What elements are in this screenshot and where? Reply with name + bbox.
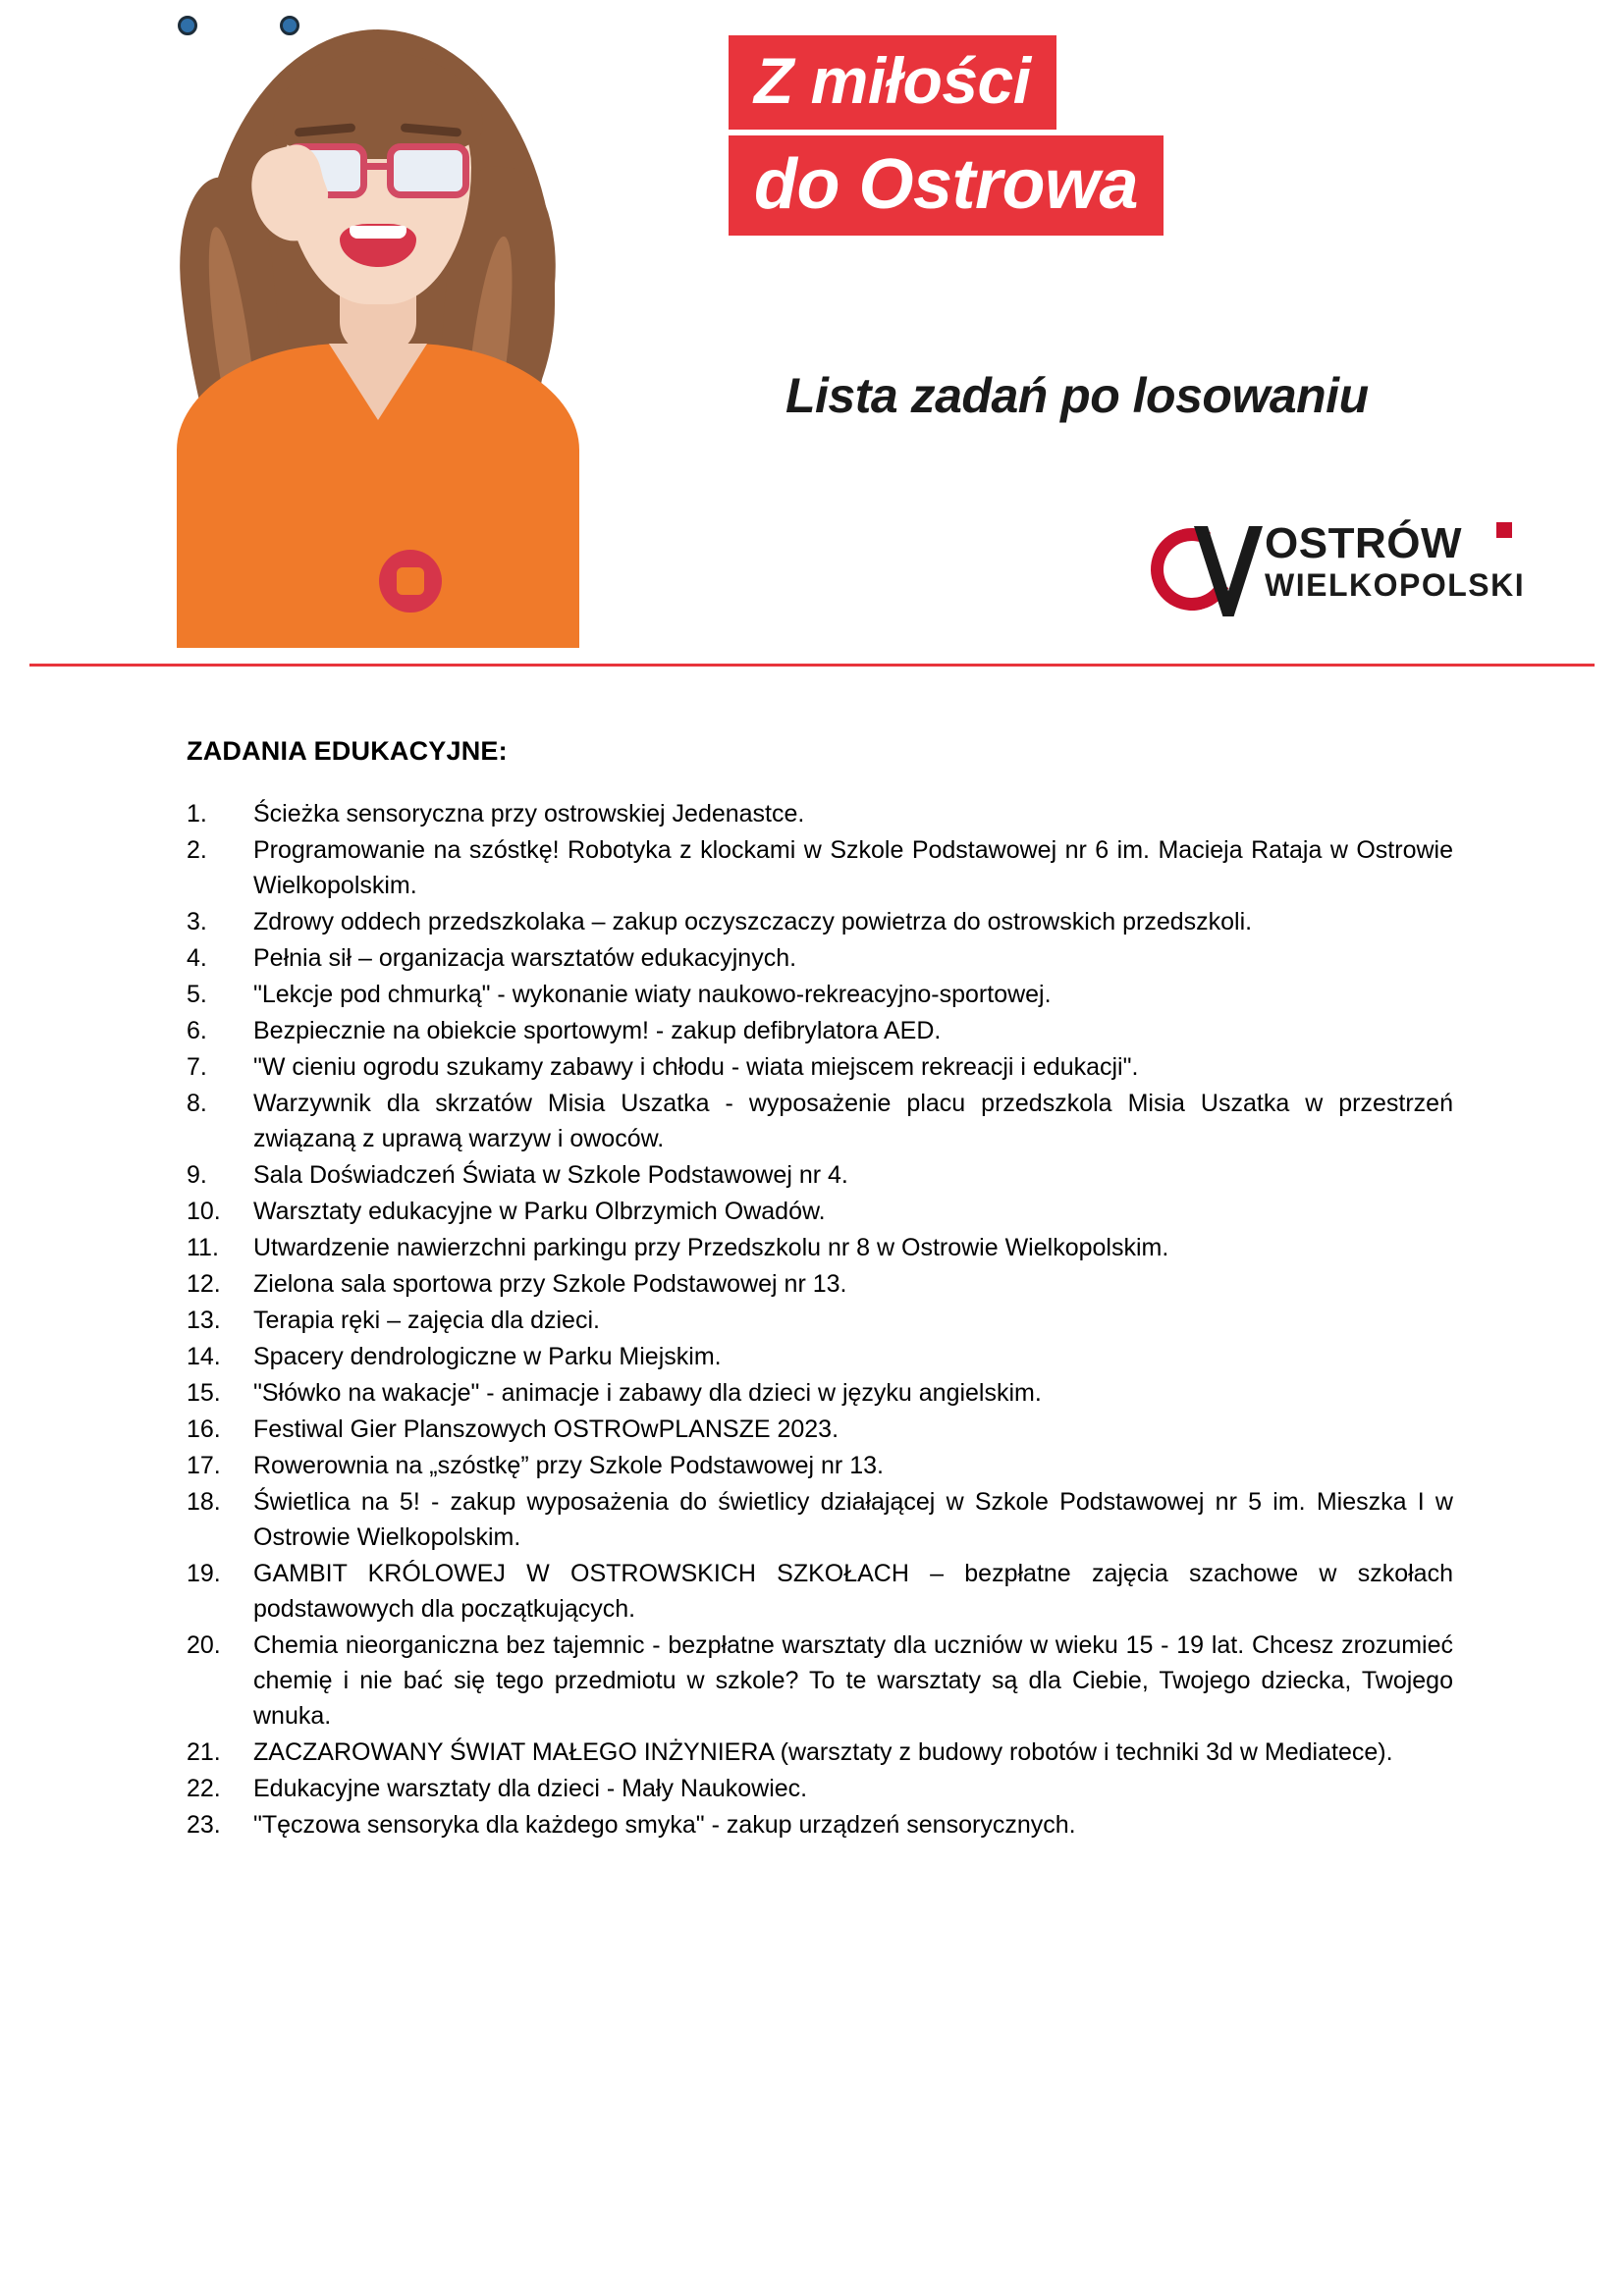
list-item [187,1375,1453,1411]
glasses-lens-right [387,143,469,198]
header-divider [29,664,1595,667]
list-item-number: 11. [187,1234,219,1261]
list-item-text: Programowanie na szóstkę! Robotyka z klockami w Szkole Podstawowej nr 6 im. Macieja Rataja w Ostrowie Wielkopolskim. [253,836,1453,899]
list-item-text: GAMBIT KRÓLOWEJ W OSTROWSKICH SZKOŁACH – bezpłatne zajęcia szachowe w szkołach podstawowych dla początkujących. [253,1560,1453,1623]
list-item-number: 22. [187,1775,221,1802]
list-item-number: 1. [187,800,207,828]
list-item-text: Chemia nieorganiczna bez tajemnic - bezpłatne warsztaty dla uczniów w wieku 15 - 19 lat. Chcesz zrozumieć chemię i nie bać się tego przedmiotu w szkole? To te warsztaty są dla Ciebie, Twojego dziecka, Twojego wnuka. [253,1631,1453,1730]
list-item [187,940,1453,976]
list-item [187,1194,1453,1229]
list-item [187,1086,1453,1156]
list-item-number: 13. [187,1307,221,1334]
list-item [187,1735,1453,1770]
banner-title-line-2: do Ostrowa [729,135,1164,236]
list-item [187,1230,1453,1265]
list-item [187,1049,1453,1085]
list-item-text: Festiwal Gier Planszowych OSTROwPLANSZE 2023. [253,1415,839,1443]
eye-right [280,16,299,35]
list-item [187,1628,1453,1734]
document-body [187,736,1453,1843]
list-item-text: Sala Doświadczeń Świata w Szkole Podstawowej nr 4. [253,1161,848,1189]
list-item-number: 17. [187,1452,221,1479]
list-item-text: Spacery dendrologiczne w Parku Miejskim. [253,1343,722,1370]
list-item [187,1771,1453,1806]
task-list [187,796,1453,1842]
woman-with-glasses-illustration [147,0,609,658]
list-item-number: 9. [187,1161,207,1189]
list-item-number: 2. [187,836,207,864]
list-item-number: 10. [187,1198,221,1225]
list-item-text: Zdrowy oddech przedszkolaka – zakup oczyszczaczy powietrza do ostrowskich przedszkoli. [253,908,1253,935]
list-item [187,1157,1453,1193]
banner-subtitle: Lista zadań po losowaniu [785,368,1369,423]
logo-dot-icon [1496,522,1512,538]
list-item-text: Bezpiecznie na obiekcie sportowym! - zakup defibrylatora AED. [253,1017,942,1044]
list-item [187,1556,1453,1627]
list-item-number: 14. [187,1343,221,1370]
list-item [187,977,1453,1012]
list-item-number: 18. [187,1488,221,1516]
document-header [0,0,1624,677]
list-item [187,1484,1453,1555]
list-item [187,1013,1453,1048]
list-item-text: Warzywnik dla skrzatów Misia Uszatka - wyposażenie placu przedszkola Misia Uszatka w przestrzeń związaną z uprawą warzyw i owoców. [253,1090,1453,1152]
list-item-text: "Tęczowa sensoryka dla każdego smyka" - zakup urządzeń sensorycznych. [253,1811,1076,1839]
list-item-text: Zielona sala sportowa przy Szkole Podstawowej nr 13. [253,1270,847,1298]
list-item [187,904,1453,939]
list-item-text: Edukacyjne warsztaty dla dzieci - Mały Naukowiec. [253,1775,808,1802]
list-item-number: 5. [187,981,207,1008]
list-item-text: "Lekcje pod chmurką" - wykonanie wiaty naukowo-rekreacyjno-sportowej. [253,981,1052,1008]
list-item-number: 23. [187,1811,221,1839]
list-item-number: 16. [187,1415,221,1443]
list-item [187,796,1453,831]
ostrow-wielkopolski-logo [1151,518,1526,626]
glasses-bridge [367,163,389,170]
list-item-number: 4. [187,944,207,972]
list-item-text: Pełnia sił – organizacja warsztatów edukacyjnych. [253,944,797,972]
logo-mark-icon [1151,522,1271,616]
shirt-puzzle-logo-icon [379,550,442,613]
list-item-text: ZACZAROWANY ŚWIAT MAŁEGO INŻYNIERA (warsztaty z budowy robotów i techniki 3d w Mediatece). [253,1738,1393,1766]
list-item-text: Warsztaty edukacyjne w Parku Olbrzymich Owadów. [253,1198,826,1225]
banner-title-line-1: Z miłości [729,35,1056,130]
list-item-number: 3. [187,908,207,935]
list-item-number: 6. [187,1017,207,1044]
list-item-text: "Słówko na wakacje" - animacje i zabawy dla dzieci w języku angielskim. [253,1379,1042,1407]
list-item-number: 15. [187,1379,221,1407]
list-item-text: Utwardzenie nawierzchni parkingu przy Przedszkolu nr 8 w Ostrowie Wielkopolskim. [253,1234,1169,1261]
list-item-text: "W cieniu ogrodu szukamy zabawy i chłodu - wiata miejscem rekreacji i edukacji". [253,1053,1139,1081]
list-item-text: Świetlica na 5! - zakup wyposażenia do świetlicy działającej w Szkole Podstawowej nr 5 im. Mieszka I w Ostrowie Wielkopolskim. [253,1488,1453,1551]
list-item-number: 21. [187,1738,221,1766]
list-item-number: 12. [187,1270,221,1298]
list-item-number: 8. [187,1090,207,1117]
list-item [187,1412,1453,1447]
logo-city-name: OSTRÓW [1265,519,1462,567]
list-item [187,1266,1453,1302]
list-item [187,1448,1453,1483]
eye-left [178,16,197,35]
banner-title [729,35,1504,236]
list-item-text: Terapia ręki – zajęcia dla dzieci. [253,1307,600,1334]
list-item [187,1303,1453,1338]
list-item [187,1339,1453,1374]
list-item-text: Ścieżka sensoryczna przy ostrowskiej Jedenastce. [253,800,805,828]
list-item [187,1807,1453,1842]
list-item [187,832,1453,903]
list-item-number: 7. [187,1053,207,1081]
list-item-text: Rowerownia na „szóstkę” przy Szkole Podstawowej nr 13. [253,1452,884,1479]
list-item-number: 20. [187,1631,221,1659]
list-item-number: 19. [187,1560,221,1587]
teeth-shape [350,226,406,239]
section-title: ZADANIA EDUKACYJNE: [187,736,508,766]
logo-region-name: WIELKOPOLSKI [1265,567,1526,603]
